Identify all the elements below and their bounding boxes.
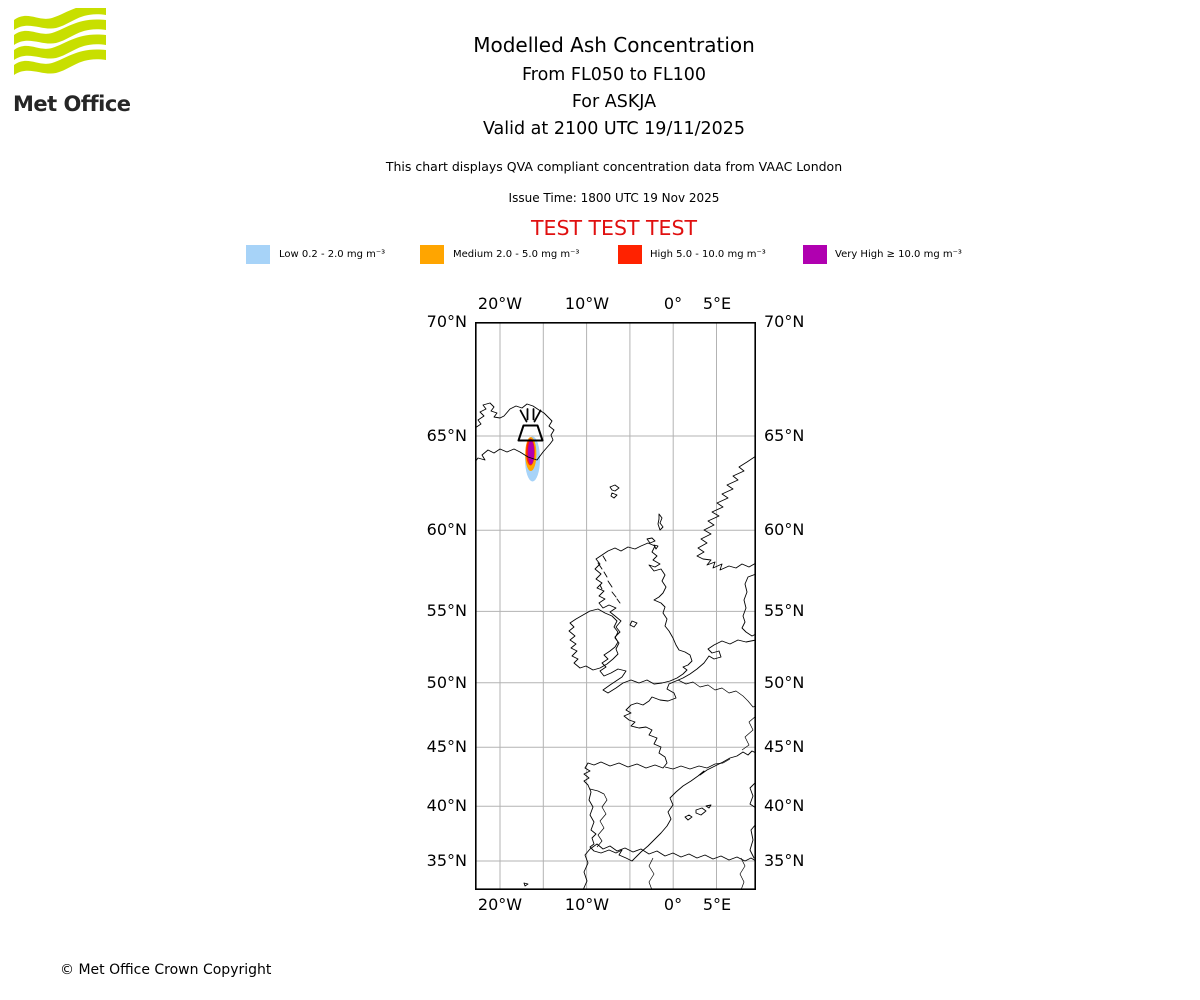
- title-valid-time: Valid at 2100 UTC 19/11/2025: [482, 119, 746, 139]
- logo-wordmark: Met Office: [13, 92, 131, 116]
- copyright-notice: © Met Office Crown Copyright: [60, 962, 272, 978]
- x-tick-label: 5°E: [702, 895, 732, 914]
- legend-swatch-medium: [420, 245, 444, 264]
- legend-swatch-veryhigh: [803, 245, 827, 264]
- x-tick-label: 10°W: [564, 294, 610, 313]
- y-tick-label: 55°N: [426, 601, 467, 620]
- y-tick-label: 40°N: [426, 796, 467, 815]
- y-tick-label: 45°N: [426, 737, 467, 756]
- y-tick-label: 65°N: [426, 426, 467, 445]
- legend-label-veryhigh: Very High ≥ 10.0 mg m⁻³: [835, 249, 962, 260]
- x-tick-label: 10°W: [564, 895, 610, 914]
- coastlines: [475, 403, 756, 890]
- y-tick-label: 50°N: [764, 673, 805, 692]
- y-tick-label: 70°N: [426, 312, 467, 331]
- map-border: [476, 323, 755, 889]
- y-tick-label: 65°N: [764, 426, 805, 445]
- map: [475, 322, 756, 890]
- title-flight-levels: From FL050 to FL100: [521, 65, 707, 85]
- x-tick-label: 20°W: [477, 294, 523, 313]
- y-tick-label: 55°N: [764, 601, 805, 620]
- x-tick-label: 0°: [663, 895, 683, 914]
- legend-label-high: High 5.0 - 10.0 mg m⁻³: [650, 249, 766, 260]
- legend-label-medium: Medium 2.0 - 5.0 mg m⁻³: [453, 249, 580, 260]
- y-tick-label: 35°N: [426, 851, 467, 870]
- graticule: [475, 322, 756, 890]
- x-tick-label: 20°W: [477, 895, 523, 914]
- x-tick-label: 0°: [663, 294, 683, 313]
- title-volcano: For ASKJA: [571, 92, 657, 112]
- x-tick-label: 5°E: [702, 294, 732, 313]
- qva-description: This chart displays QVA compliant concentration data from VAAC London: [385, 159, 843, 174]
- y-tick-label: 70°N: [764, 312, 805, 331]
- test-banner: TEST TEST TEST: [530, 216, 698, 240]
- y-tick-label: 45°N: [764, 737, 805, 756]
- legend-swatch-low: [246, 245, 270, 264]
- y-tick-label: 60°N: [426, 520, 467, 539]
- issue-time: Issue Time: 1800 UTC 19 Nov 2025: [508, 191, 720, 205]
- y-tick-label: 35°N: [764, 851, 805, 870]
- page-title: Modelled Ash Concentration: [473, 33, 755, 57]
- legend-label-low: Low 0.2 - 2.0 mg m⁻³: [279, 249, 386, 260]
- y-tick-label: 50°N: [426, 673, 467, 692]
- y-tick-label: 40°N: [764, 796, 805, 815]
- plume-veryhigh: [528, 441, 534, 465]
- legend-swatch-high: [618, 245, 642, 264]
- y-tick-label: 60°N: [764, 520, 805, 539]
